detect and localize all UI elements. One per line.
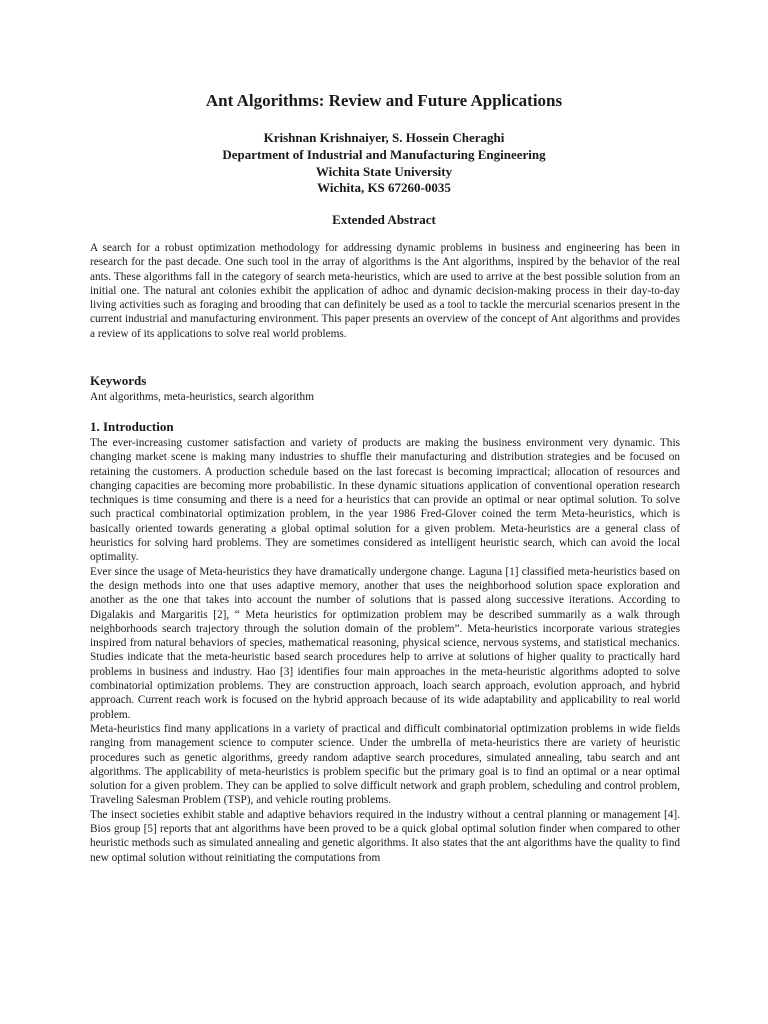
- author-names: Krishnan Krishnaiyer, S. Hossein Cheraghi: [263, 130, 505, 145]
- paper-title: Ant Algorithms: Review and Future Applications: [205, 91, 563, 110]
- abstract-text: A search for a robust optimization methodology for addressing dynamic problems in business and engineering has been in research for the past decade. One such tool in the array of algorithms is the Ant algorithms, inspired by the behavior of the real ants. These algorithms fall in the category of search meta-heuristics, which are used to arrive at the best possible solution from an initial one. The natural ant colonies exhibit the application of adhoc and dynamic decision-making process in their day-to-day living activities such as foraging and brooding that can definitely be used as a tool to tackle the mercurial scenarios present in the current industrial and manufacturing environment. This paper presents an overview of the concept of Ant algorithms and provides a review of its applications to solve real world problems.: [90, 242, 680, 340]
- intro-paragraph-3: Meta-heuristics find many applications in a variety of practical and difficult combinatorial optimization problems in wide fields ranging from management science to computer science. Under the umbrella of meta-heuristics there are variety of heuristic procedures such as genetic algorithms, greedy random adaptive search procedures, simulated annealing, tabu search and ant algorithms. The applicability of meta-heuristics is problem specific but the primary goal is to find an optimal or a near optimal solution for a given problem. They can be applied to solve difficult network and graph problem, scheduling and control problem, Traveling Salesman Problem (TSP), and vehicle routing problems.: [90, 722, 680, 807]
- introduction-heading: 1. Introduction: [90, 419, 174, 434]
- intro-paragraph-2: Ever since the usage of Meta-heuristics they have dramatically undergone change. Laguna [1] classified meta-heuristics based on the design methods into one that uses adaptive memory, another that uses the neighborhood solution space exploration and another as the one that takes into account the number of solutions that is passed along successive iterations. According to Digalakis and Margaritis [2], “ Meta heuristics for optimization problem may be described summarily as a walk through neighborhoods search trajectory through the solution domain of the problem”. Meta-heuristics incorporate various strategies inspired from natural behaviors of species, mathematical reasoning, physical science, nervous systems, and statistical mechanics. Studies indicate that the meta-heuristic based search procedures help to arrive at solutions of higher quality to practically hard problems in business and industry. Hao [3] identifies four main approaches in the meta-heuristic algorithms adopted to solve combinatorial optimization problems. They are construction approach, loach search approach, evolution approach, and hybrid approach. Current reach work is focused on the hybrid approach because of its wide adaptability and applicability to real world problem.: [90, 565, 680, 721]
- abstract-heading: Extended Abstract: [332, 212, 436, 227]
- introduction-body: [90, 436, 680, 865]
- intro-paragraph-1: The ever-increasing customer satisfaction and variety of products are making the business environment very dynamic. This changing market scene is making many industries to shuffle their manufacturing and distribution strategies and be focused on retaining the customers. A production schedule based on the last forecast is becoming impractical; allocation of resources and changing capacities are becoming more probabilistic. In these dynamic situations application of conventional operation research techniques is time consuming and there is a need for a heuristics that can provide an optimal or near optimal solution. To solve such practical combinatorial optimization problem, in the year 1986 Fred-Glover coined the term Meta-heuristics, which is basically oriented towards generating a global optimal solution for a given problem. Meta-heuristics are a general class of heuristics for solving hard problems. They are sometimes considered as intelligent heuristic search, which can avoid the local optimality.: [90, 437, 680, 564]
- author-location: Wichita, KS 67260-0035: [317, 180, 451, 196]
- intro-paragraph-4: The insect societies exhibit stable and adaptive behaviors required in the industry without a central planning or management [4]. Bios group [5] reports that ant algorithms have been proved to be a quick global optimal solution finder when compared to other heuristic methods such as simulated annealing and genetic algorithms. It also states that the ant algorithms have the quality to find new optimal solution without reinitiating the computations from: [90, 808, 680, 864]
- keywords-heading: Keywords: [90, 373, 147, 388]
- keywords-text: Ant algorithms, meta-heuristics, search algorithm: [90, 391, 314, 403]
- author-block: [0, 130, 768, 197]
- author-university: Wichita State University: [315, 163, 453, 179]
- author-department: Department of Industrial and Manufacturing Engineering: [222, 146, 546, 162]
